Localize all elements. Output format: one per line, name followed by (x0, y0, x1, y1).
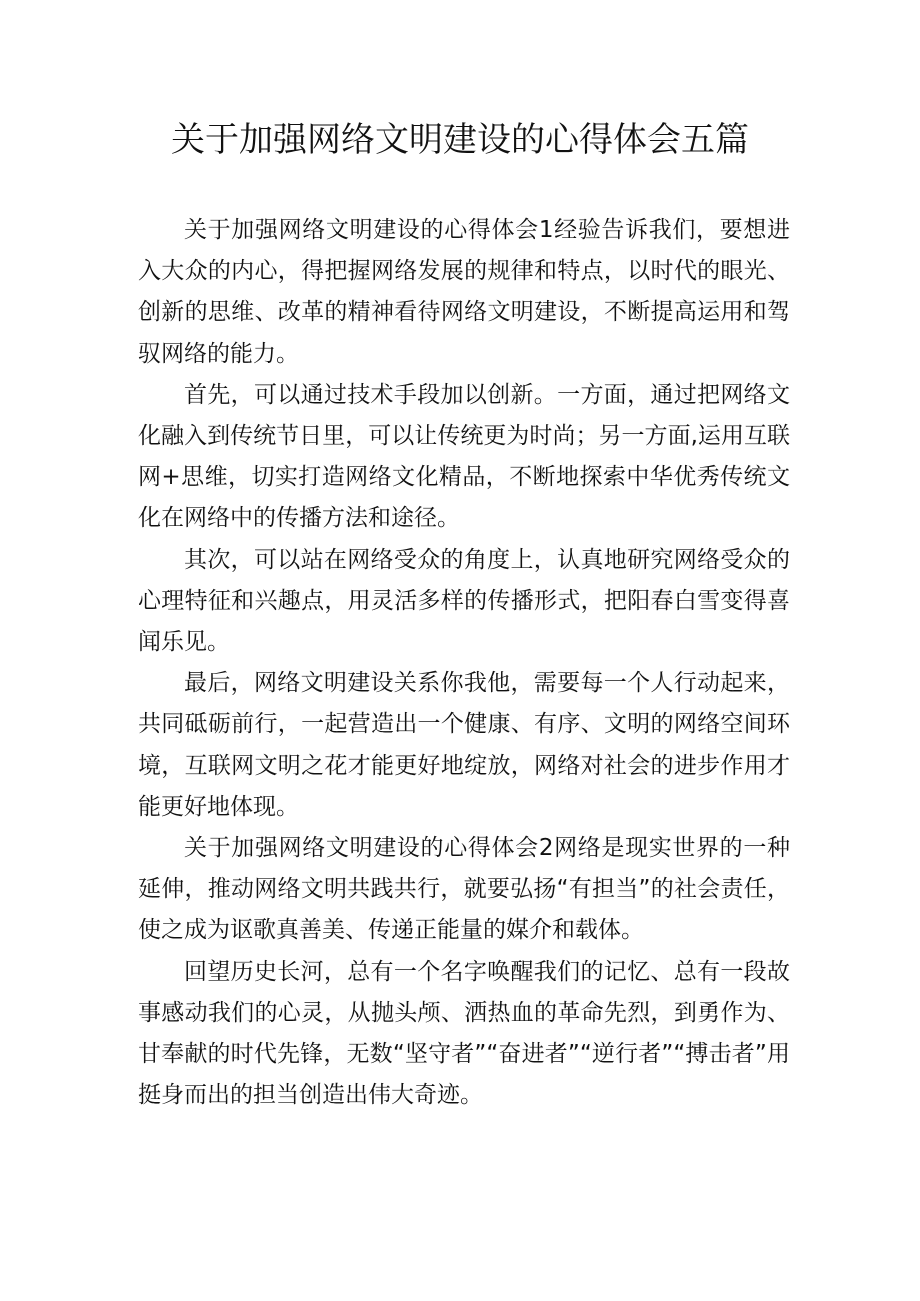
paragraph: 其次，可以站在网络受众的角度上，认真地研究网络受众的心理特征和兴趣点，用灵活多样的传播形式，把阳春白雪变得喜闻乐见。 (138, 546, 790, 656)
paragraph: 最后，网络文明建设关系你我他，需要每一个人行动起来，共同砥砺前行，一起营造出一个健康、有序、文明的网络空间环境，互联网文明之花才能更好地绽放，网络对社会的进步作用才能更好地体现。 (138, 670, 790, 820)
paragraph: 关于加强网络文明建设的心得体会1经验告诉我们，要想进入大众的内心，得把握网络发展的规律和特点，以时代的眼光、创新的思维、改革的精神看待网络文明建设，不断提高运用和驾驭网络的能力。 (138, 217, 790, 367)
paragraph: 首先，可以通过技术手段加以创新。一方面，通过把网络文化融入到传统节日里，可以让传统更为时尚；另一方面,运用互联网+思维，切实打造网络文化精品，不断地探索中华优秀传统文化在网络中的传播方法和途径。 (138, 381, 790, 532)
paragraph: 关于加强网络文明建设的心得体会2网络是现实世界的一种延伸，推动网络文明共践共行，就要弘扬“有担当”的社会责任，使之成为讴歌真善美、传递正能量的媒介和载体。 (138, 835, 790, 944)
document-title: 关于加强网络文明建设的心得体会五篇 (171, 120, 749, 160)
document-body (138, 210, 790, 1116)
paragraph: 回望历史长河，总有一个名字唤醒我们的记忆、总有一段故事感动我们的心灵，从抛头颅、洒热血的革命先烈，到勇作为、甘奉献的时代先锋，无数“坚守者”“奋进者”“逆行者”“搏击者”用挺身而出的担当创造出伟大奇迹。 (138, 958, 790, 1109)
